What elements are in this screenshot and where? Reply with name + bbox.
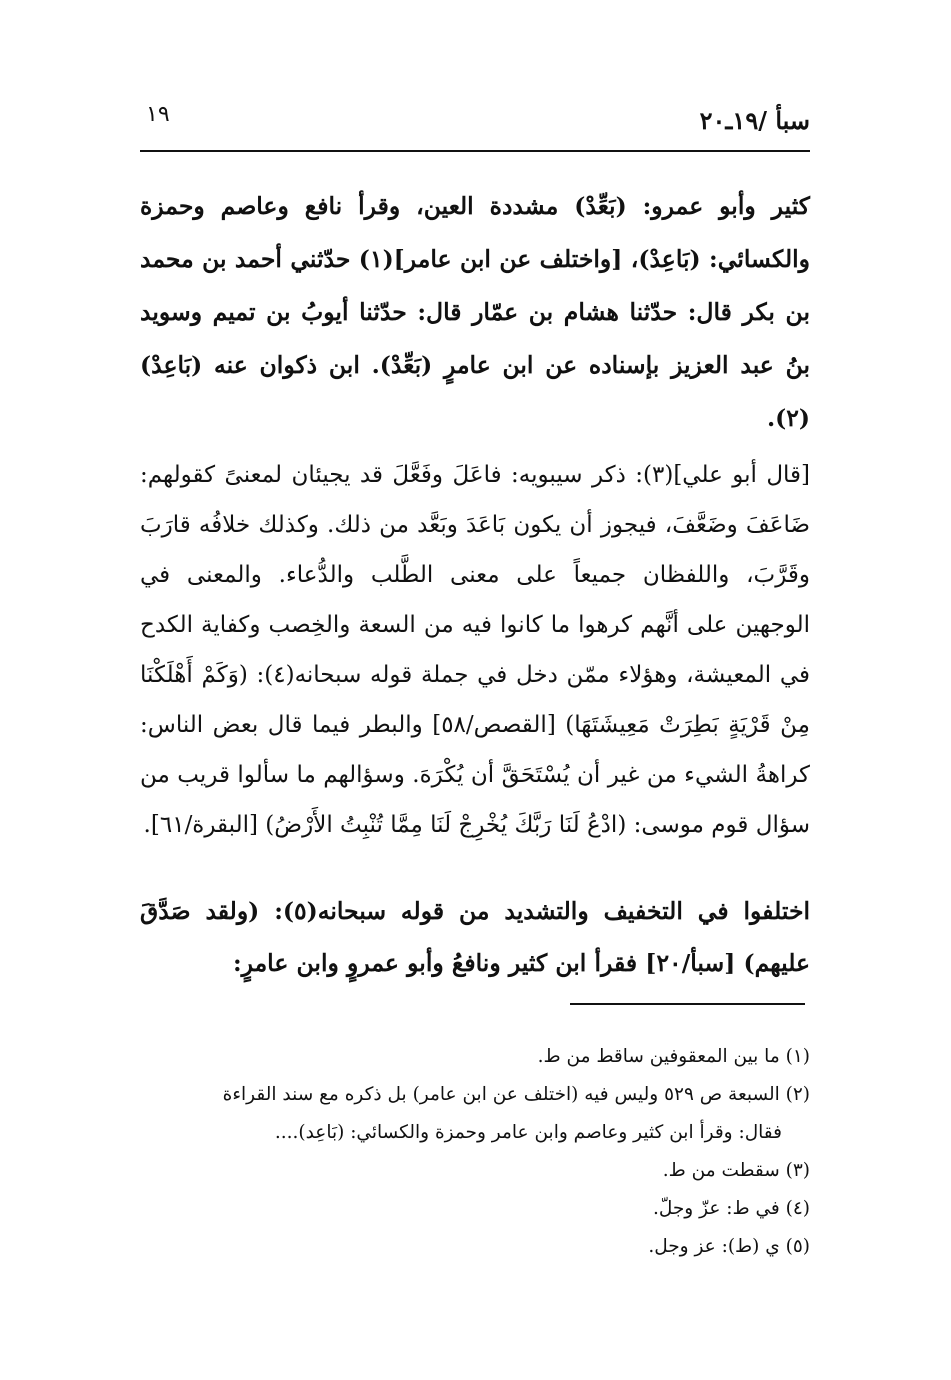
footnotes bbox=[140, 1038, 810, 1266]
running-title: سبأ /١٩ـ٢٠ bbox=[699, 106, 810, 135]
paragraph-readings-baid: كثير وأبو عمرو: (بَعِّدْ) مشددة العين، وقرأ نافع وعاصم وحمزة والكسائي: (بَاعِدْ)، [واختلف عن ابن عامر](١) حدّثني أحمد بن محمد بن بكر قال: حدّثنا هشام بن عمّار قال: حدّثنا أيوبُ بن تميم وسويد بنُ عبد العزيز بإسناده عن ابن عامرٍ (بَعِّدْ). ابن ذكوان عنه (بَاعِدْ)(٢). bbox=[140, 192, 811, 432]
paragraph-readings-saddaqa: اختلفوا في التخفيف والتشديد من قوله سبحانه(٥): (ولقد صَدَّقَ عليهم) [سبأ/٢٠] فقرأ ابن كثير ونافعُ وأبو عمروٍ وابن عامرٍ: bbox=[140, 897, 811, 977]
page-header bbox=[140, 100, 810, 136]
footnote-2-continuation: فقال: وقرأ ابن كثير وعاصم وابن عامر وحمزة والكسائي: (بَاعِد).... bbox=[274, 1122, 782, 1143]
footnote-3: (٣) سقطت من ط. bbox=[662, 1160, 810, 1181]
page-number: ١٩ bbox=[146, 102, 170, 127]
footnote-4: (٤) في ط: عزّ وجلّ. bbox=[652, 1198, 810, 1219]
footnote-1: (١) ما بين المعقوفين ساقط من ط. bbox=[537, 1046, 810, 1067]
footnote-2: (٢) السبعة ص ٥٢٩ وليس فيه (اختلف عن ابن عامر) بل ذكره مع سند القراءة bbox=[222, 1084, 810, 1105]
paragraph-abu-ali-commentary: [قال أبو علي](٣): ذكر سيبويه: فاعَلَ وفَعَّلَ قد يجيئان لمعنىً كقولهم: ضَاعَفَ وضَعَّفَ، فيجوز أن يكون بَاعَدَ وبَعَّد من ذلك. وكذلك خلافُه قارَبَ وقَرَّبَ، واللفظان جميعاً على معنى الطَّلب والدُّعاء. والمعنى في الوجهين على أنَّهم كرهوا ما كانوا فيه من السعة والخِصب وكفاية الكدح في المعيشة، وهؤلاء ممّن دخل في جملة قوله سبحانه(٤): (وَكَمْ أَهْلَكْنَا مِنْ قَرْيَةٍ بَطِرَتْ مَعِيشَتَهَا) [القصص/٥٨] والبطر فيما قال بعض الناس: كراهةُ الشيء من غير أن يُسْتَحَقَّ أن يُكْرَهَ. وسؤالهم ما سألوا قريب من سؤال قوم موسى: (ادْعُ لَنَا رَبَّكَ يُخْرِجْ لَنَا مِمَّا تُنْبِتُ الأَرْضُ) [البقرة/٦١]. bbox=[140, 462, 810, 838]
footnote-5: (٥) ي (ط): عز وجل. bbox=[648, 1236, 810, 1257]
footnote-rule bbox=[570, 1003, 805, 1005]
header-rule bbox=[140, 150, 810, 152]
